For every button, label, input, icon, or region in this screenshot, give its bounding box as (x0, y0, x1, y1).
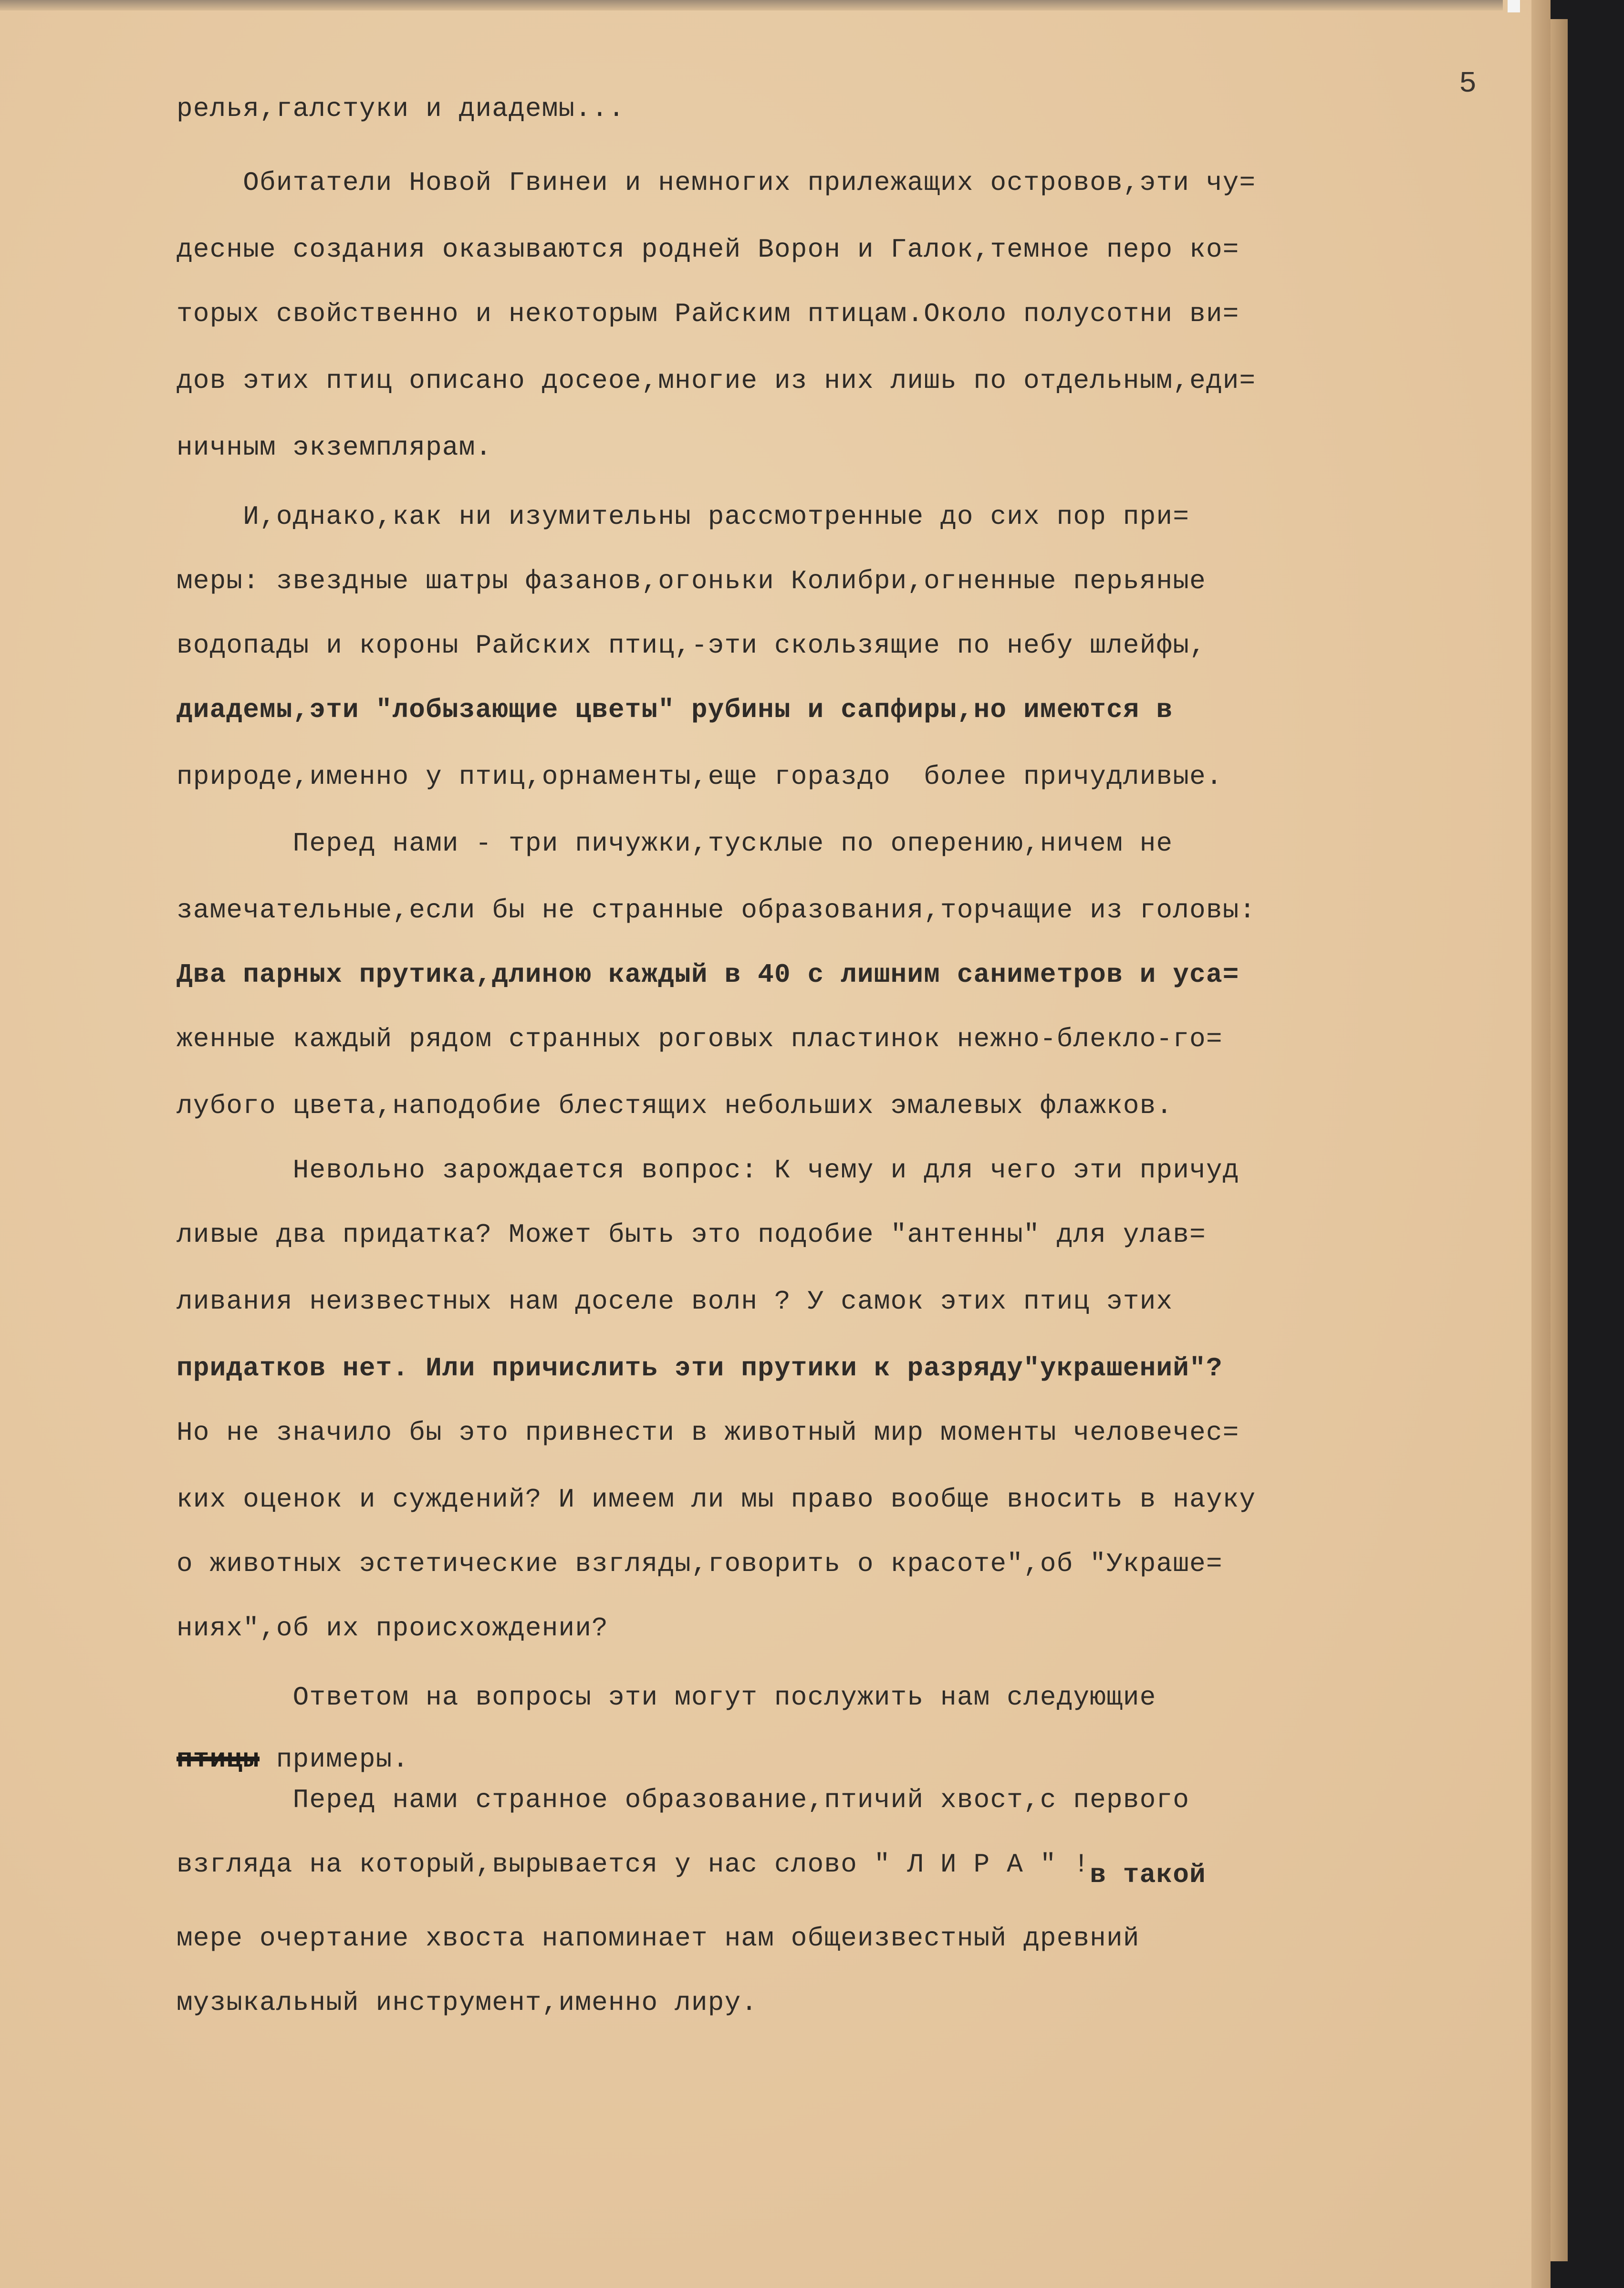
text-line-29: мере очертание хвоста напоминает нам общеизвестный древний (177, 1923, 1140, 1954)
text-line-19: ливания неизвестных нам доселе волн ? У самок этих птиц этих (177, 1286, 1173, 1317)
text-line-15: женные каждый рядом странных роговых пластинок нежно-блекло-го= (177, 1024, 1223, 1054)
text-line-16: лубого цвета,наподобие блестящих небольших эмалевых флажков. (177, 1091, 1173, 1121)
text-line-5: дов этих птиц описано досеое,многие из них лишь по отдельным,еди= (177, 365, 1256, 396)
text-line-3: десные создания оказываются родней Ворон и Галок,темное перо ко= (177, 234, 1239, 265)
text-line-24: ниях",об их происхождении? (177, 1613, 608, 1643)
lyre-sentence-tail: в такой (1090, 1860, 1206, 1890)
text-line-13: замечательные,если бы не странные образования,торчащие из головы: (177, 895, 1256, 926)
text-line-8: меры: звездные шатры фазанов,огоньки Колибри,огненные перьяные (177, 566, 1206, 596)
text-line-30: музыкальный инструмент,именно лиру. (177, 1987, 758, 2018)
examples-word: примеры. (260, 1744, 409, 1775)
page-number: 5 (1459, 67, 1477, 101)
text-line-21: Но не значило бы это привнести в животный мир моменты человечес= (177, 1417, 1239, 1448)
text-line-27: Перед нами странное образование,птичий хвост,с первого (177, 1785, 1190, 1815)
scan-corner-mark (1508, 0, 1520, 12)
text-line-14: Два парных прутика,длиною каждый в 40 с лишним саниметров и уса= (177, 959, 1239, 990)
text-line-12: Перед нами - три пичужки,тусклые по оперению,ничем не (177, 828, 1173, 859)
text-line-26 (177, 1746, 409, 1773)
text-line-18: ливые два придатка? Может быть это подобие "антенны" для улав= (177, 1219, 1206, 1250)
text-line-7: И,однако,как ни изумительны рассмотренные до сих пор при= (177, 501, 1190, 532)
text-line-10: диадемы,эти "лобызающие цветы" рубины и сапфиры,но имеются в (177, 695, 1173, 725)
text-line-11: природе,именно у птиц,орнаменты,еще гораздо более причудливые. (177, 761, 1223, 792)
underlying-page-edge (1551, 19, 1568, 2261)
text-line-28 (177, 1849, 1206, 1890)
text-line-1: релья,галстуки и диадемы... (177, 94, 625, 124)
top-edge-shadow (0, 0, 1503, 10)
page-edge (1531, 0, 1551, 2288)
text-line-23: о животных эстетические взгляды,говорить о красоте",об "Украше= (177, 1549, 1223, 1579)
struck-out-word: птицы (177, 1744, 260, 1775)
text-line-9: водопады и короны Райских птиц,-эти скользящие по небу шлейфы, (177, 630, 1206, 661)
text-line-17: Невольно зарождается вопрос: К чему и для чего эти причуд (177, 1155, 1239, 1186)
text-line-20: придатков нет. Или причислить эти прутики к разряду"украшений"? (177, 1353, 1223, 1383)
lyre-sentence: взгляда на который,вырывается у нас слово " Л И Р А " ! (177, 1849, 1090, 1880)
text-line-22: ких оценок и суждений? И имеем ли мы право вообще вносить в науку (177, 1484, 1256, 1515)
text-line-6: ничным экземплярам. (177, 432, 492, 463)
text-line-25: Ответом на вопросы эти могут послужить нам следующие (177, 1682, 1156, 1713)
text-line-4: торых свойственно и некоторым Райским птицам.Около полусотни ви= (177, 299, 1239, 329)
text-line-2: Обитатели Новой Гвинеи и немногих прилежащих островов,эти чу= (177, 167, 1256, 198)
